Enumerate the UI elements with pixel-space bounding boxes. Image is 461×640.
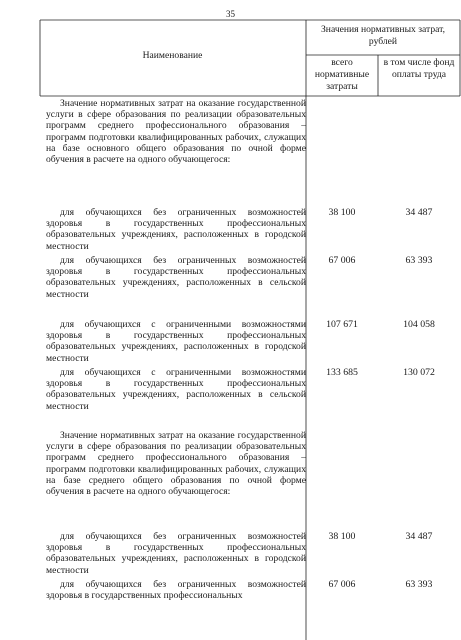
row-wage: 104 058 <box>403 319 435 330</box>
row-label: для обучающихся без ограниченных возможностей здоровья в государственных профессиональных образовательных учреждениях, расположенных в городской местности <box>46 531 306 576</box>
section-title: Значение нормативных затрат на оказание государственной услуги в сфере образования по реализации образовательных программ среднего профессионального образования – программ подготовки квалифицированных рабочих, служащих на базе среднего общего образования по очной форме обучения в расчете на одного обучающегося: <box>46 430 306 498</box>
row-wage: 34 487 <box>405 531 433 542</box>
row-total: 133 685 <box>326 367 358 378</box>
column-header-name: Наименование <box>142 50 203 61</box>
column-header-wage: в том числе фонд оплаты труда <box>383 57 455 80</box>
row-label: для обучающихся без ограниченных возможностей здоровья в государственных профессиональных <box>46 579 306 602</box>
row-total: 107 671 <box>326 319 358 330</box>
row-total: 67 006 <box>328 579 356 590</box>
row-wage: 63 393 <box>405 255 433 266</box>
row-total: 38 100 <box>328 531 356 542</box>
column-header-total: всего нормативные затраты <box>314 57 370 92</box>
row-label: для обучающихся без ограниченных возможностей здоровья в государственных профессиональных образовательных учреждениях, расположенных в городской местности <box>46 207 306 252</box>
row-label: для обучающихся без ограниченных возможностей здоровья в государственных профессиональных образовательных учреждениях, расположенных в сельской местности <box>46 255 306 300</box>
section-title: Значение нормативных затрат на оказание государственной услуги в сфере образования по реализации образовательных программ среднего профессионального образования – программ подготовки квалифицированных рабочих, служащих на базе основного общего образования по очной форме обучения в расчете на одного обучающегося: <box>46 98 306 166</box>
page-number: 35 <box>226 9 235 19</box>
row-wage: 130 072 <box>403 367 435 378</box>
row-total: 38 100 <box>328 207 356 218</box>
row-total: 67 006 <box>328 255 356 266</box>
row-wage: 63 393 <box>405 579 433 590</box>
column-header-values: Значения нормативных затрат, рублей <box>321 24 445 47</box>
row-wage: 34 487 <box>405 207 433 218</box>
row-label: для обучающихся с ограниченными возможностями здоровья в государственных профессиональных образовательных учреждениях, расположенных в городской местности <box>46 319 306 364</box>
row-label: для обучающихся с ограниченными возможностями здоровья в государственных профессиональных образовательных учреждениях, расположенных в сельской местности <box>46 367 306 412</box>
